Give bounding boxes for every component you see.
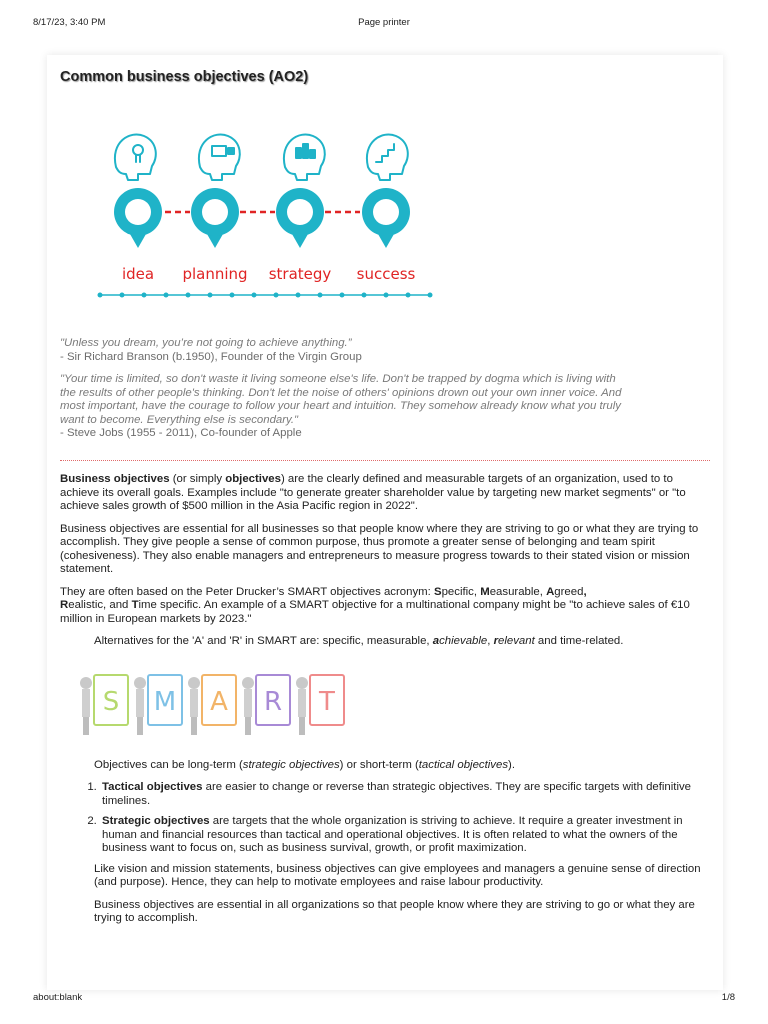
quote-jobs xyxy=(60,373,710,441)
stage-label-planning: planning xyxy=(182,265,248,283)
planning-marker xyxy=(191,188,239,248)
smart-letter-t xyxy=(296,675,344,735)
figure-head xyxy=(134,677,146,689)
article-content xyxy=(60,69,710,924)
figure-body xyxy=(244,689,252,717)
figure-legs xyxy=(299,717,305,735)
paragraph-alternatives: Alternatives for the 'A' and 'R' in SMART are: specific, measurable, achievable, relevant and time-related. xyxy=(94,635,624,647)
print-url: about:blank xyxy=(33,992,83,1003)
quote-author: - Steve Jobs (1955 - 2011), Co-founder of Apple xyxy=(60,427,302,439)
list-item: 1. Tactical objectives are easier to change or reverse than strategic objectives. They are specific targets with definitive timelines. xyxy=(100,781,710,808)
smart-letter-r xyxy=(242,675,290,735)
term-objectives: objectives xyxy=(225,473,281,485)
figure-body xyxy=(82,689,90,717)
figure-head xyxy=(80,677,92,689)
timeline-markers xyxy=(114,188,410,248)
dotted-timeline xyxy=(98,293,433,298)
figure-legs xyxy=(137,717,143,735)
letter-label: T xyxy=(319,686,335,717)
smart-letter-a xyxy=(188,675,236,735)
figure-head xyxy=(188,677,200,689)
head-lightbulb-icon xyxy=(115,134,156,180)
figure-body xyxy=(190,689,198,717)
figure-body xyxy=(136,689,144,717)
figure-body xyxy=(298,689,306,717)
smart-letter-m xyxy=(134,675,182,735)
figure-legs xyxy=(245,717,251,735)
quote-text: "Unless you dream, you’re not going to achieve anything.” xyxy=(60,337,352,349)
quote-branson xyxy=(60,337,710,364)
figure-legs xyxy=(83,717,89,735)
page-title: Common business objectives (AO2) xyxy=(60,69,309,85)
stage-label-idea: idea xyxy=(121,265,155,283)
paragraph-importance: Business objectives are essential for all businesses so that people know where they are striving to go or what they are trying to accomplish. They give people a sense of common purpose, thus promote a greater sense of belonging and team spirit (cohesiveness). They also enable managers and entrepreneurs to measure progress towards to their stated vision or mission statement. xyxy=(60,522,699,575)
quote-line: the results of other people's thinking. Don't let the noise of others' opinions drown out your own inner voice. And xyxy=(60,386,622,399)
quote-line: most important, have the courage to follow your heart and intuition. They somehow already know what you truly xyxy=(60,400,621,412)
print-header xyxy=(33,17,735,31)
head-buildings-icon xyxy=(284,134,325,180)
paragraph-essential: Business objectives are essential in all organizations so that people know where they are striving to go or what they are trying to accomplish. xyxy=(94,898,695,924)
paragraph-definition: Business objectives (or simply objectives) are the clearly defined and measurable targets of an organization, used to to achieve its overall goals. Examples include "to generate greater shareholder value by targeting new market segments" or "to achieve sales growth of $500 million in the Asia Pacific region in 2022". xyxy=(60,473,686,512)
letter-label: R xyxy=(263,686,283,717)
article-card xyxy=(47,55,723,990)
head-stairs-icon xyxy=(367,134,408,180)
paragraph-direction: Like vision and mission statements, business objectives can give employees and managers a genuine sense of direction (and purpose). Hence, they can help to motivate employees and raise labour productivity. xyxy=(94,862,701,888)
print-page-number: 1/8 xyxy=(721,992,735,1003)
objectives-list xyxy=(60,781,710,856)
quotes-block xyxy=(60,337,710,441)
term-business-objectives: Business objectives xyxy=(60,473,170,485)
figure-head xyxy=(296,677,308,689)
letter-label: S xyxy=(102,686,120,717)
paragraph-smart: They are often based on the Peter Drucker’s SMART objectives acronym: Specific, Measurable, Agreed, Realistic, and Time specific. An example of a SMART objective for a multinational company might be "to achieve sales of €10 million in European markets by 2023." xyxy=(60,585,690,625)
quote-author: - Sir Richard Branson (b.1950), Founder of the Virgin Group xyxy=(60,350,362,363)
list-item: 2. Strategic objectives are targets that the whole organization is striving to achieve. It require a greater investment in human and financial resources than tactical and operational objectives. It is often related to what the owners of the business want to focus on, such as business survival, growth, or profit maximization. xyxy=(100,815,710,856)
smart-letter-s xyxy=(80,675,128,735)
strategy-marker xyxy=(276,188,324,248)
figure-head xyxy=(242,677,254,689)
success-marker xyxy=(362,188,410,248)
print-page-title: Page printer xyxy=(358,17,410,28)
print-footer xyxy=(33,992,735,1006)
quote-line: want to become. Everything else is secondary." xyxy=(60,413,299,426)
stage-label-success: success xyxy=(356,265,416,283)
idea-to-success-graphic xyxy=(70,122,460,307)
stage-label-strategy: strategy xyxy=(268,265,332,283)
quote-line: "Your time is limited, so don't waste it living someone else's life. Don't be trapped by dogma which is living with xyxy=(60,373,616,385)
smart-people-graphic xyxy=(74,669,364,739)
idea-marker xyxy=(114,188,162,248)
figure-legs xyxy=(191,717,197,735)
article-body xyxy=(60,473,710,935)
letter-label: M xyxy=(153,686,177,717)
print-timestamp: 8/17/23, 3:40 PM xyxy=(33,17,106,28)
head-chart-icon xyxy=(199,134,240,180)
section-divider xyxy=(60,460,710,461)
letter-label: A xyxy=(210,686,228,717)
paragraph-long-short-term: Objectives can be long-term (strategic objectives) or short-term (tactical objectives). xyxy=(94,758,516,771)
